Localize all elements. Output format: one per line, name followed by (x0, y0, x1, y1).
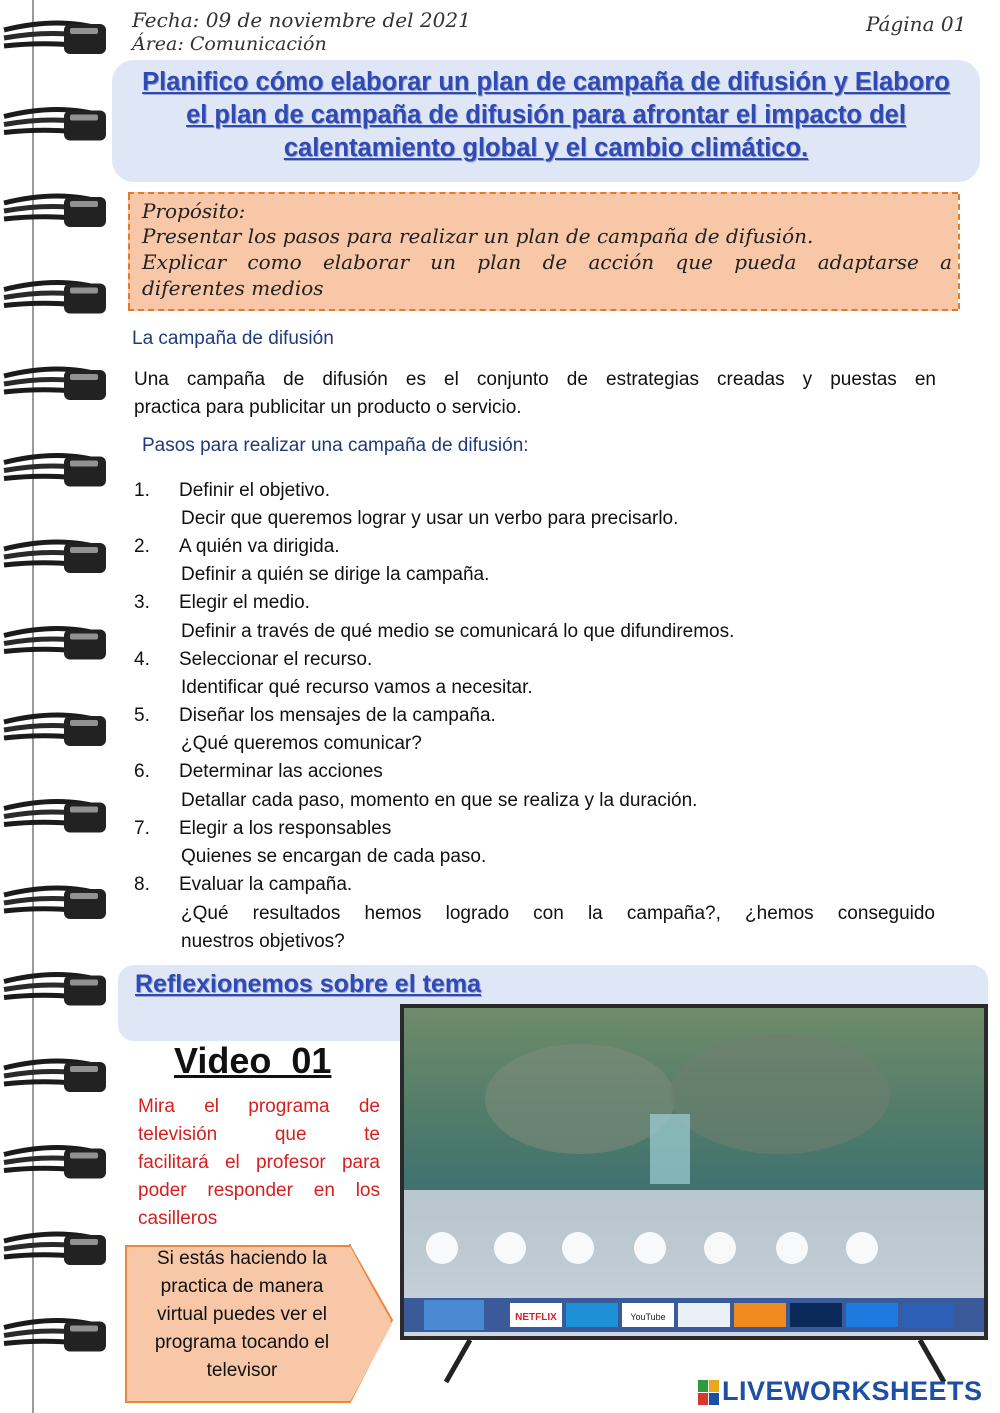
liveworksheets-logo-icon (698, 1380, 720, 1406)
arrow-text-line: televisor (206, 1360, 278, 1381)
step-description: Definir a través de qué medio se comunicará lo que difundiremos. (181, 621, 735, 642)
instruction-line: facilitará el profesor para (138, 1152, 380, 1173)
spiral-ring (4, 888, 106, 919)
step-title: Elegir el medio. (179, 592, 310, 613)
spiral-ring (4, 975, 106, 1006)
arrow-text-line: practica de manera (160, 1276, 324, 1297)
title-line-2: el plan de campaña de difusión para afrontar el impacto del (186, 101, 906, 129)
tv-menu-icon (846, 1232, 878, 1264)
step-number: 7. (134, 818, 150, 839)
spiral-ring (4, 369, 106, 400)
page-title (112, 66, 980, 165)
title-line-3: calentamiento global y el cambio climático. (283, 134, 809, 162)
step-title: Elegir a los responsables (179, 818, 392, 839)
step-description: ¿Qué queremos comunicar? (181, 733, 422, 754)
header-date: Fecha: 09 de noviembre del 2021 (132, 8, 471, 32)
purpose-label: Propósito: (142, 199, 246, 223)
step-number: 1. (134, 480, 150, 501)
spiral-ring (4, 456, 106, 487)
paragraph-line-2: practica para publicitar un producto o servicio. (134, 397, 522, 418)
spiral-ring (4, 23, 106, 54)
netflix-app-tile: NETFLIX (515, 1312, 557, 1323)
tv-menu-icon (426, 1232, 458, 1264)
spiral-ring (4, 542, 106, 573)
step-title: Definir el objetivo. (179, 480, 331, 501)
spiral-ring (4, 283, 106, 314)
spiral-ring (4, 110, 106, 141)
step-description: Definir a quién se dirige la campaña. (181, 564, 490, 585)
purpose-line-3: diferentes medios (142, 276, 324, 300)
step-number: 3. (134, 592, 150, 613)
step-number: 5. (134, 705, 150, 726)
step-title: Determinar las acciones (179, 761, 383, 782)
step-title: A quién va dirigida. (179, 536, 340, 557)
header-page-number: Página 01 (866, 12, 967, 36)
spiral-ring (4, 1061, 106, 1092)
instruction-line: televisión que te (138, 1124, 380, 1145)
notebook-spiral (0, 0, 120, 1413)
purpose-line-1: Presentar los pasos para realizar un plan de campaña de difusión. (142, 224, 814, 248)
video-title: Video 01 (174, 1040, 332, 1081)
reflection-heading: Reflexionemos sobre el tema (135, 970, 481, 998)
arrow-text-line: programa tocando el (154, 1332, 330, 1353)
header-area: Área: Comunicación (132, 33, 327, 55)
arrow-text-line: virtual puedes ver el (156, 1304, 328, 1325)
arrow-text-line: Si estás haciendo la (156, 1248, 328, 1269)
tv-menu-icon (562, 1232, 594, 1264)
section-heading-steps: Pasos para realizar una campaña de difusión: (142, 435, 529, 456)
step-number: 4. (134, 649, 150, 670)
spiral-ring (4, 802, 106, 833)
step-title: Evaluar la campaña. (179, 874, 353, 895)
spiral-ring (4, 629, 106, 660)
step-description: Identificar qué recurso vamos a necesitar. (181, 677, 533, 698)
step-title: Seleccionar el recurso. (179, 649, 373, 670)
step-title: Diseñar los mensajes de la campaña. (179, 705, 496, 726)
spiral-ring (4, 196, 106, 227)
title-line-1: Planifico cómo elaborar un plan de campaña de difusión y Elaboro (142, 68, 950, 96)
tv-menu-icon (634, 1232, 666, 1264)
spiral-ring (4, 1321, 106, 1352)
instruction-line: casilleros (138, 1208, 218, 1229)
spiral-ring (4, 1234, 106, 1265)
step-number: 6. (134, 761, 150, 782)
step-description-continued: nuestros objetivos? (181, 931, 345, 952)
paragraph-line-1: Una campaña de difusión es el conjunto de estrategias creadas y puestas en (134, 369, 936, 390)
instruction-line: poder responder en los (138, 1180, 380, 1201)
step-description: Decir que queremos lograr y usar un verbo para precisarlo. (181, 508, 679, 529)
step-description: Quienes se encargan de cada paso. (181, 846, 487, 867)
spiral-ring (4, 715, 106, 746)
tv-menu-icon (776, 1232, 808, 1264)
step-description: ¿Qué resultados hemos logrado con la campaña?, ¿hemos conseguido (181, 903, 935, 924)
step-number: 2. (134, 536, 150, 557)
liveworksheets-logo-text[interactable]: LIVEWORKSHEETS (722, 1376, 983, 1406)
tv-menu-icon (494, 1232, 526, 1264)
purpose-line-2: Explicar como elaborar un plan de acción que pueda adaptarse a (142, 250, 952, 274)
television-video-player[interactable] (400, 1004, 988, 1384)
youtube-app-tile: YouTube (630, 1312, 666, 1322)
section-heading-campaign: La campaña de difusión (132, 328, 334, 349)
instruction-line: Mira el programa de (138, 1096, 380, 1117)
step-number: 8. (134, 874, 150, 895)
step-description: Detallar cada paso, momento en que se realiza y la duración. (181, 790, 698, 811)
spiral-ring (4, 1148, 106, 1179)
tv-menu-icon (704, 1232, 736, 1264)
